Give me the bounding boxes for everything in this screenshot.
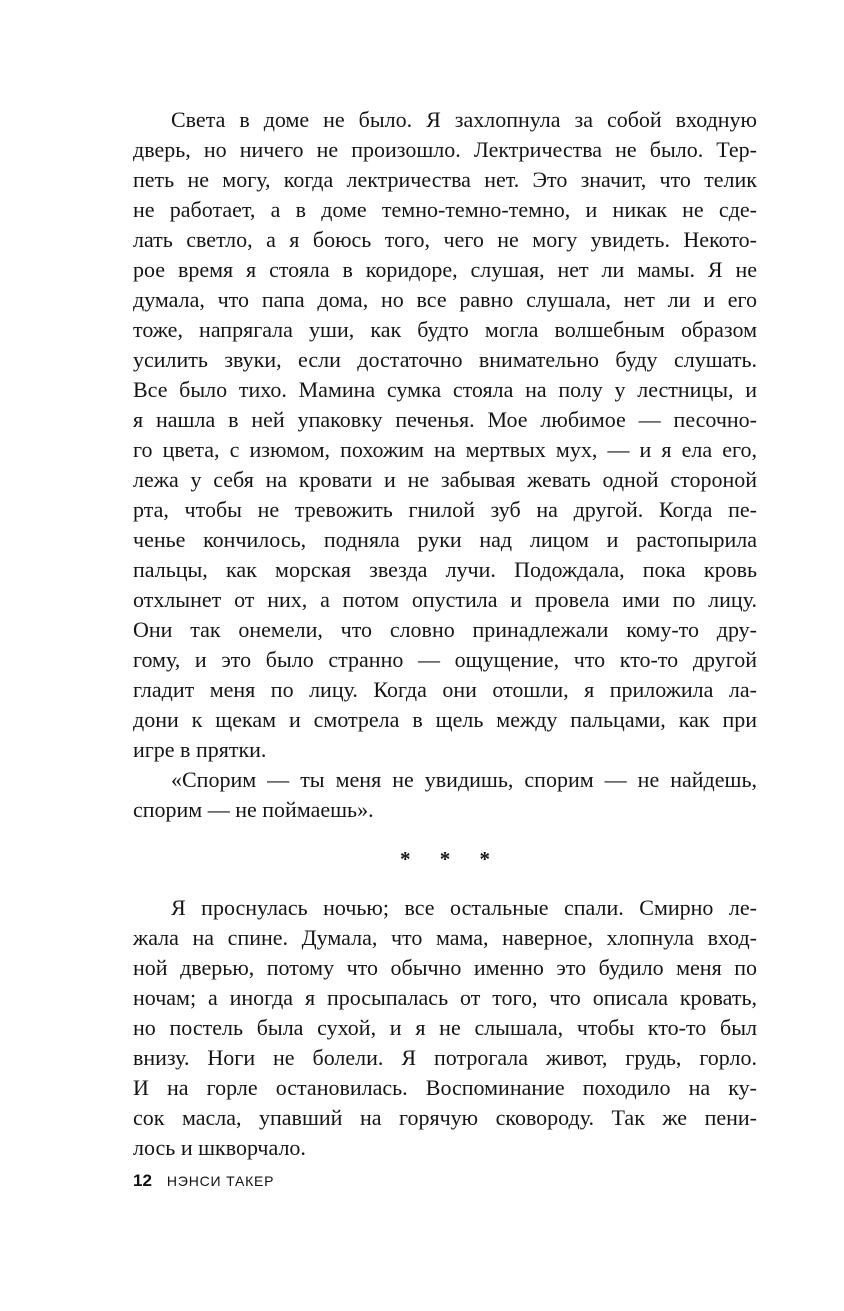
text-line: Они так онемели, что словно принадлежали кому-то дру- [133, 617, 757, 642]
page-footer [133, 1171, 274, 1191]
text-block [133, 105, 757, 1163]
text-line: петь не могу, когда лектричества нет. Это значит, что телик [133, 167, 757, 192]
text-line: ченье кончилось, подняла руки над лицом и растопырила [133, 527, 757, 552]
text-line: Я проснулась ночью; все остальные спали. Смирно ле- [171, 895, 757, 920]
text-line: сок масла, упавший на горячую сковороду. Так же пени- [133, 1105, 757, 1130]
paragraph [133, 893, 757, 1163]
text-line: пальцы, как морская звезда лучи. Подождала, пока кровь [133, 557, 757, 582]
text-line: Света в доме не было. Я захлопнула за собой входную [171, 107, 757, 132]
text-line: отхлынет от них, а потом опустила и провела ими по лицу. [133, 587, 757, 612]
section-separator: * * * [400, 847, 490, 871]
text-line: рое время я стояла в коридоре, слушая, нет ли мамы. Я не [133, 257, 757, 282]
text-line: игре в прятки. [133, 737, 267, 762]
text-line: рта, чтобы не тревожить гнилой зуб на другой. Когда пе- [133, 497, 757, 522]
text-line: тоже, напрягала уши, как будто могла волшебным образом [133, 317, 757, 342]
text-line: усилить звуки, если достаточно внимательно буду слушать. [133, 347, 757, 372]
text-line: ной дверью, потому что обычно именно это будило меня по [133, 955, 757, 980]
text-line: гому, и это было странно — ощущение, что кто-то другой [133, 647, 757, 672]
text-line: но постель была сухой, и я не слышала, чтобы кто-то был [133, 1015, 757, 1040]
text-line: гладит меня по лицу. Когда они отошли, я приложила ла- [133, 677, 757, 702]
text-line: ночам; а иногда я просыпалась от того, что описала кровать, [133, 985, 757, 1010]
text-line: жала на спине. Думала, что мама, наверное, хлопнула вход- [133, 925, 757, 950]
text-line: дони к щекам и смотрела в щель между пальцами, как при [133, 707, 757, 732]
text-line: внизу. Ноги не болели. Я потрогала живот, грудь, горло. [133, 1045, 757, 1070]
paragraph [133, 765, 757, 825]
text-line: не работает, а в доме темно-темно-темно, и никак не сде- [133, 197, 757, 222]
text-line: Все было тихо. Мамина сумка стояла на полу у лестницы, и [133, 377, 757, 402]
text-line: «Спорим — ты меня не увидишь, спорим — не найдешь, [171, 767, 757, 792]
text-line: лать светло, а я боюсь того, чего не могу увидеть. Некото- [133, 227, 757, 252]
text-line: И на горле остановилась. Воспоминание походило на ку- [133, 1075, 757, 1100]
paragraph [133, 105, 757, 765]
page-number: 12 [133, 1171, 152, 1190]
text-line: я нашла в ней упаковку печенья. Мое любимое — песочно- [133, 407, 757, 432]
text-line: лось и шкворчало. [133, 1135, 306, 1160]
text-line: лежа у себя на кровати и не забывая жевать одной стороной [133, 467, 757, 492]
running-title: НЭНСИ ТАКЕР [166, 1173, 275, 1189]
text-line: дверь, но ничего не произошло. Лектричества не было. Тер- [133, 137, 757, 162]
text-line: го цвета, с изюмом, похожим на мертвых мух, — и я ела его, [133, 437, 757, 462]
text-line: спорим — не поймаешь». [133, 797, 374, 822]
text-line: думала, что папа дома, но все равно слушала, нет ли и его [133, 287, 757, 312]
